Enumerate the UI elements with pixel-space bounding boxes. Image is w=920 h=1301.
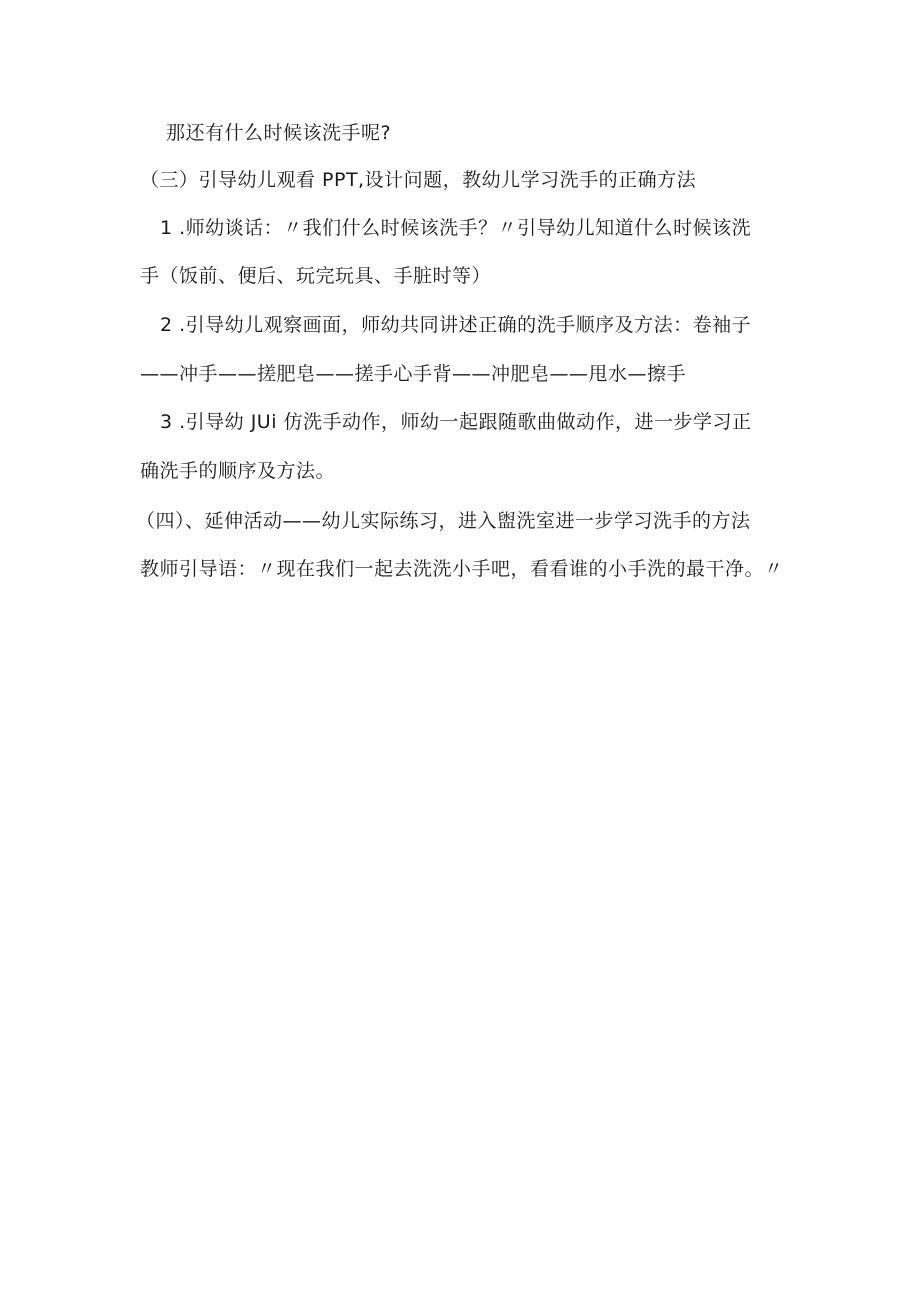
paragraph-line-question: 那还有什么时候该洗手呢? bbox=[166, 122, 392, 144]
section-heading-four: （四）、延伸活动——幼儿实际练习，进入盥洗室进一步学习洗手的方法 bbox=[136, 510, 751, 532]
step-1-line-2: 手（饭前、便后、玩完玩具、手脏时等） bbox=[140, 265, 492, 287]
teacher-guidance-line: 教师引导语：〃现在我们一起去洗洗小手吧，看看谁的小手洗的最干净。〃 bbox=[140, 558, 784, 580]
section-heading-three: （三）引导幼儿观看 PPT,设计问题，教幼儿学习洗手的正确方法 bbox=[140, 169, 697, 191]
step-2-line-2: ——冲手——搓肥皂——搓手心手背——冲肥皂——甩水—擦手 bbox=[140, 363, 687, 385]
step-3-line-1: 3 .引导幼 JUi 仿洗手动作，师幼一起跟随歌曲做动作，进一步学习正 bbox=[160, 411, 752, 433]
step-2-line-1: 2 .引导幼儿观察画面，师幼共同讲述正确的洗手顺序及方法：卷袖子 bbox=[160, 314, 752, 336]
step-3-line-2: 确洗手的顺序及方法。 bbox=[140, 460, 336, 482]
step-1-line-1: 1 .师幼谈话：〃我们什么时候该洗手？〃引导幼儿知道什么时候该洗 bbox=[160, 217, 752, 239]
